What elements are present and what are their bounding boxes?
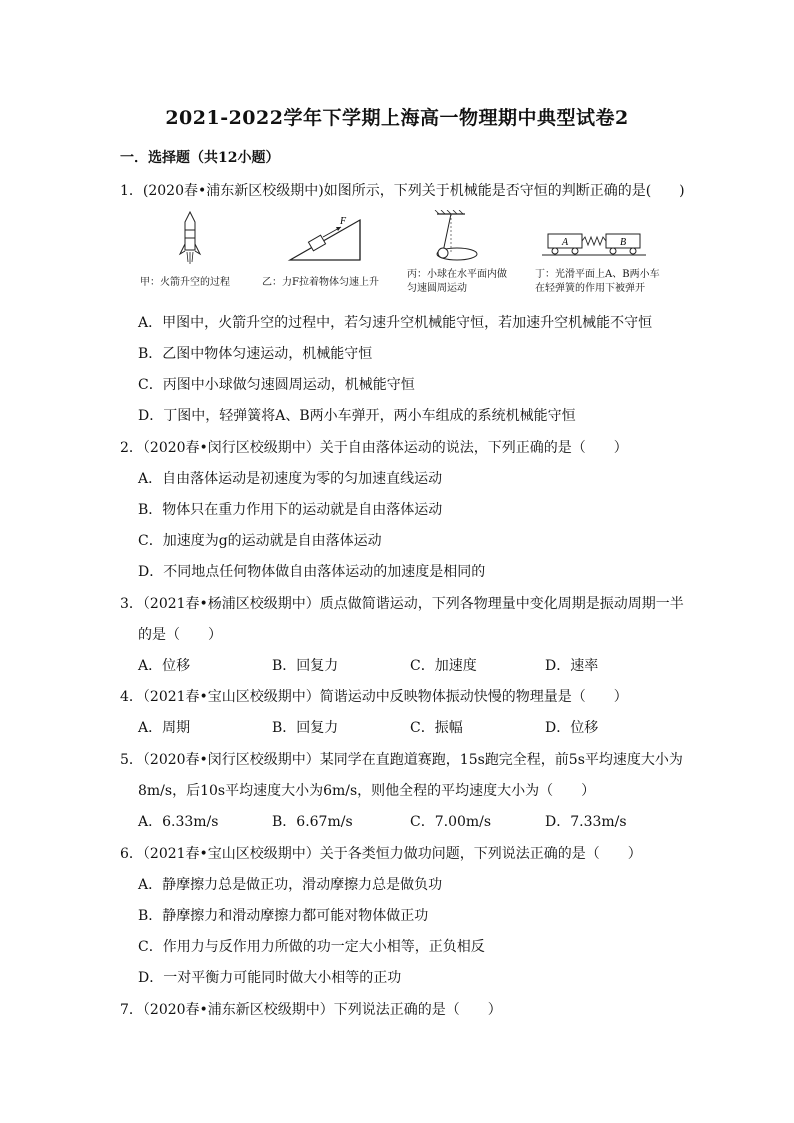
q1-option-a[interactable]: A．甲图中，火箭升空的过程中，若匀速升空机械能守恒，若加速升空机械能不守恒 — [138, 315, 653, 331]
page-title: 2021-2022学年下学期上海高一物理期中典型试卷2 — [165, 107, 629, 129]
section-heading: 一．选择题（共12小题） — [120, 150, 280, 166]
caption-ding-1: 丁：光滑平面上A、B两小车 — [535, 269, 660, 280]
question-5-stem-line2: 8m/s，后10s平均速度大小为6m/s，则他全程的平均速度大小为（ ） — [138, 783, 596, 799]
q1-option-c[interactable]: C．丙图中小球做匀速圆周运动，机械能守恒 — [138, 377, 415, 393]
rocket-figure — [175, 210, 205, 265]
q4-option-a[interactable]: A．周期 — [138, 720, 191, 736]
q3-option-d[interactable]: D．速率 — [545, 658, 599, 674]
question-5-stem-line1: 5．（2020春•闵行区校级期中）某同学在直跑道赛跑，15s跑完全程，前5s平均速度大小为 — [120, 752, 683, 768]
q3-option-b[interactable]: B．回复力 — [272, 658, 339, 674]
q6-option-a[interactable]: A．静摩擦力总是做正功，滑动摩擦力总是做负功 — [138, 877, 443, 893]
question-6-stem: 6．（2021春•宝山区校级期中）关于各类恒力做功问题，下列说法正确的是（ ） — [120, 846, 642, 862]
q5-option-c[interactable]: C．7.00m/s — [410, 814, 492, 830]
question-4-stem: 4．（2021春•宝山区校级期中）简谐运动中反映物体振动快慢的物理量是（ ） — [120, 689, 628, 705]
caption-bing-2: 匀速圆周运动 — [407, 283, 467, 294]
q6-option-c[interactable]: C．作用力与反作用力所做的功一定大小相等，正负相反 — [138, 939, 485, 955]
q3-option-c[interactable]: C．加速度 — [410, 658, 477, 674]
q4-option-b[interactable]: B．回复力 — [272, 720, 339, 736]
q5-option-a[interactable]: A．6.33m/s — [138, 814, 219, 830]
question-7-stem: 7．（2020春•浦东新区校级期中）下列说法正确的是（ ） — [120, 1002, 502, 1018]
q5-option-d[interactable]: D．7.33m/s — [545, 814, 627, 830]
q2-option-d[interactable]: D．不同地点任何物体做自由落体运动的加速度是相同的 — [138, 564, 486, 580]
question-2-stem: 2．（2020春•闵行区校级期中）关于自由落体运动的说法，下列正确的是（ ） — [120, 440, 628, 456]
caption-jia: 甲：火箭升空的过程 — [140, 277, 230, 288]
cart-a-label: A — [562, 237, 569, 248]
q6-option-d[interactable]: D．一对平衡力可能同时做大小相等的正功 — [138, 970, 402, 986]
question-3-stem-line2: 的是（ ） — [138, 627, 222, 643]
caption-yi: 乙：力F拉着物体匀速上升 — [262, 277, 379, 288]
q2-option-c[interactable]: C．加速度为g的运动就是自由落体运动 — [138, 533, 382, 549]
q3-option-a[interactable]: A．位移 — [138, 658, 191, 674]
force-label: F — [340, 216, 347, 227]
q4-option-c[interactable]: C．振幅 — [410, 720, 463, 736]
question-1-stem: 1．(2020春•浦东新区校级期中)如图所示，下列关于机械能是否守恒的判断正确的是( ) — [120, 183, 685, 199]
caption-ding-2: 在轻弹簧的作用下被弹开 — [535, 283, 645, 294]
q2-option-b[interactable]: B．物体只在重力作用下的运动就是自由落体运动 — [138, 502, 443, 518]
q1-option-b[interactable]: B．乙图中物体匀速运动，机械能守恒 — [138, 346, 373, 362]
caption-bing-1: 丙：小球在水平面内做 — [407, 269, 507, 280]
q2-option-a[interactable]: A．自由落体运动是初速度为零的匀加速直线运动 — [138, 471, 443, 487]
carts-figure — [540, 210, 650, 260]
q5-option-b[interactable]: B．6.67m/s — [272, 814, 353, 830]
q4-option-d[interactable]: D．位移 — [545, 720, 599, 736]
q6-option-b[interactable]: B．静摩擦力和滑动摩擦力都可能对物体做正功 — [138, 908, 429, 924]
cart-b-label: B — [620, 237, 627, 248]
q1-option-d[interactable]: D．丁图中，轻弹簧将A、B两小车弹开，两小车组成的系统机械能守恒 — [138, 408, 576, 424]
pendulum-figure — [425, 210, 485, 270]
question-3-stem-line1: 3．（2021春•杨浦区校级期中）质点做简谐运动，下列各物理量中变化周期是振动周期一半 — [120, 596, 684, 612]
incline-figure — [285, 210, 365, 265]
